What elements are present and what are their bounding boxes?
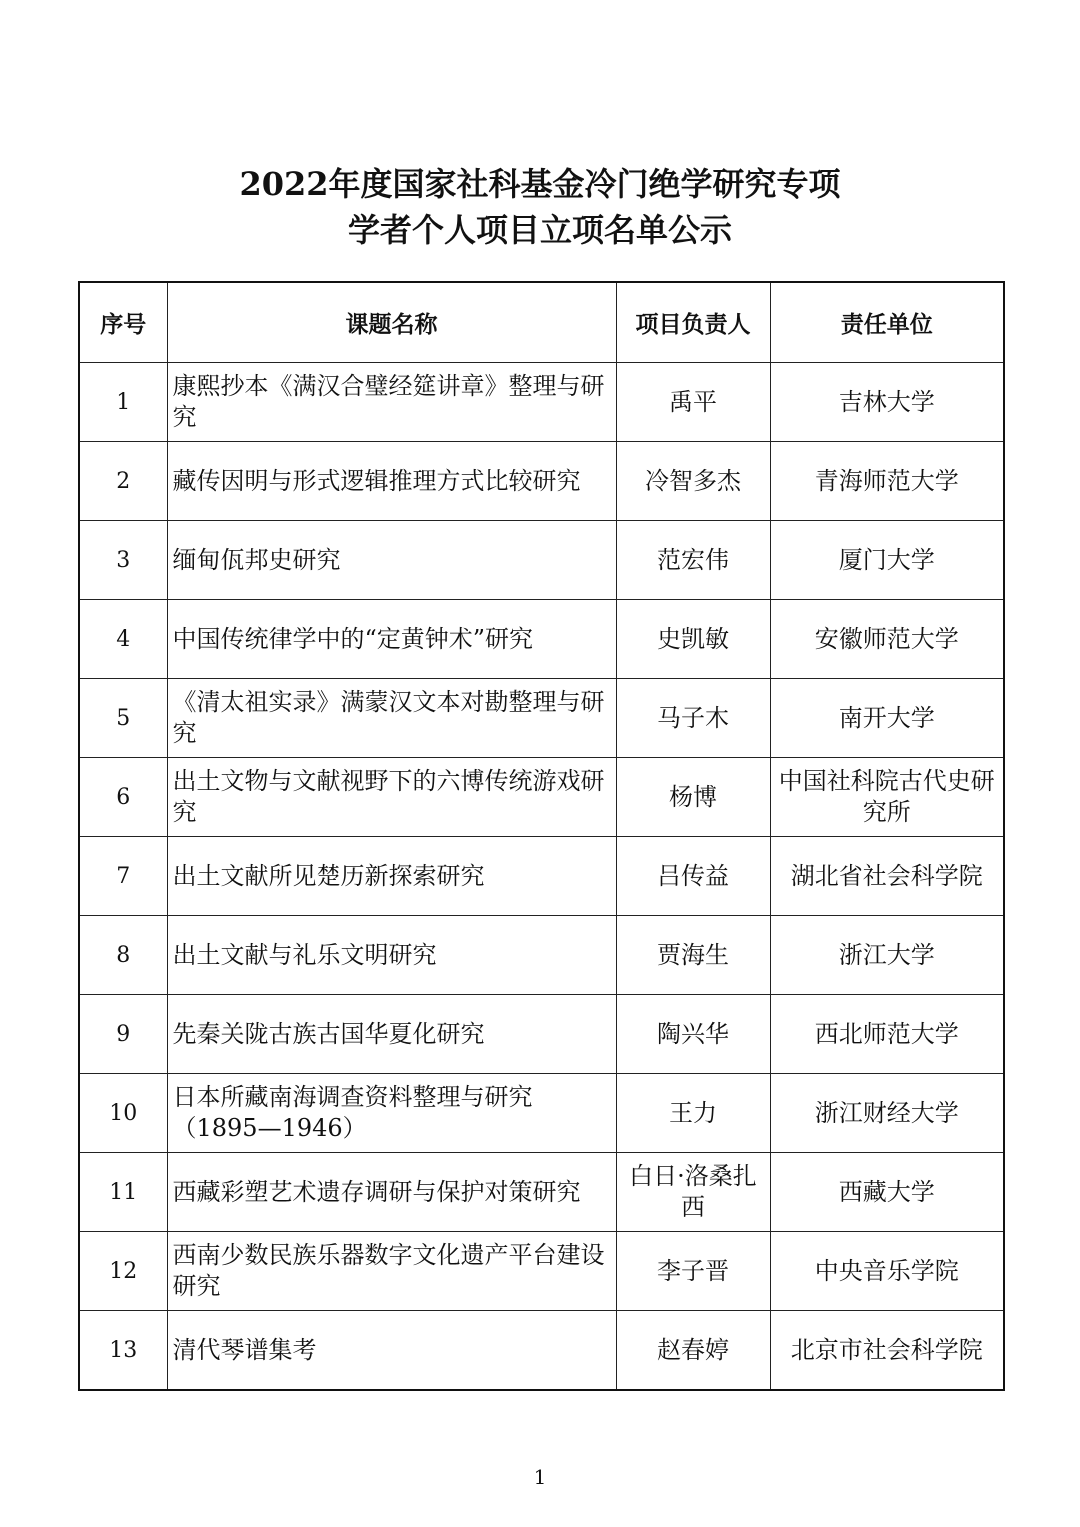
row-number: 4 <box>79 600 167 679</box>
responsible-unit: 浙江大学 <box>770 916 1004 995</box>
project-title: 西藏彩塑艺术遗存调研与保护对策研究 <box>167 1153 616 1232</box>
row-number: 13 <box>79 1311 167 1391</box>
project-leader: 史凯敏 <box>616 600 770 679</box>
table-row <box>79 758 1004 837</box>
table-row <box>79 363 1004 442</box>
project-title: 出土文献所见楚历新探索研究 <box>167 837 616 916</box>
project-title: 先秦关陇古族古国华夏化研究 <box>167 995 616 1074</box>
responsible-unit: 浙江财经大学 <box>770 1074 1004 1153</box>
project-leader: 吕传益 <box>616 837 770 916</box>
responsible-unit: 厦门大学 <box>770 521 1004 600</box>
project-list-table <box>78 281 1005 1391</box>
row-number: 9 <box>79 995 167 1074</box>
responsible-unit: 安徽师范大学 <box>770 600 1004 679</box>
row-number: 12 <box>79 1232 167 1311</box>
project-title: 中国传统律学中的“定黄钟术”研究 <box>167 600 616 679</box>
row-number: 10 <box>79 1074 167 1153</box>
table-row <box>79 442 1004 521</box>
project-leader: 赵春婷 <box>616 1311 770 1391</box>
table-body <box>79 363 1004 1391</box>
header-title: 课题名称 <box>167 282 616 363</box>
responsible-unit: 中央音乐学院 <box>770 1232 1004 1311</box>
document-title-line-1: 2022年度国家社科基金冷门绝学研究专项 <box>239 165 841 203</box>
table-row <box>79 600 1004 679</box>
table-row <box>79 1074 1004 1153</box>
project-title: 《清太祖实录》满蒙汉文本对勘整理与研究 <box>167 679 616 758</box>
row-number: 2 <box>79 442 167 521</box>
row-number: 8 <box>79 916 167 995</box>
row-number: 5 <box>79 679 167 758</box>
header-leader: 项目负责人 <box>616 282 770 363</box>
project-leader: 杨博 <box>616 758 770 837</box>
project-title: 康熙抄本《满汉合璧经筵讲章》整理与研究 <box>167 363 616 442</box>
responsible-unit: 湖北省社会科学院 <box>770 837 1004 916</box>
table-row <box>79 679 1004 758</box>
responsible-unit: 北京市社会科学院 <box>770 1311 1004 1391</box>
project-title: 日本所藏南海调查资料整理与研究（1895—1946） <box>167 1074 616 1153</box>
header-unit: 责任单位 <box>770 282 1004 363</box>
project-leader: 陶兴华 <box>616 995 770 1074</box>
table-row <box>79 1311 1004 1391</box>
responsible-unit: 青海师范大学 <box>770 442 1004 521</box>
table-row <box>79 837 1004 916</box>
project-leader: 禹平 <box>616 363 770 442</box>
project-title: 西南少数民族乐器数字文化遗产平台建设研究 <box>167 1232 616 1311</box>
project-leader: 王力 <box>616 1074 770 1153</box>
table-row <box>79 1232 1004 1311</box>
project-title: 出土文物与文献视野下的六博传统游戏研究 <box>167 758 616 837</box>
table-row <box>79 916 1004 995</box>
project-title: 出土文献与礼乐文明研究 <box>167 916 616 995</box>
row-number: 1 <box>79 363 167 442</box>
header-no: 序号 <box>79 282 167 363</box>
project-leader: 马子木 <box>616 679 770 758</box>
project-title: 藏传因明与形式逻辑推理方式比较研究 <box>167 442 616 521</box>
row-number: 6 <box>79 758 167 837</box>
row-number: 7 <box>79 837 167 916</box>
responsible-unit: 南开大学 <box>770 679 1004 758</box>
table-row <box>79 521 1004 600</box>
table-row <box>79 995 1004 1074</box>
project-leader: 范宏伟 <box>616 521 770 600</box>
project-leader: 贾海生 <box>616 916 770 995</box>
responsible-unit: 西藏大学 <box>770 1153 1004 1232</box>
project-leader: 白日·洛桑扎西 <box>616 1153 770 1232</box>
project-title: 缅甸佤邦史研究 <box>167 521 616 600</box>
document-title-line-2: 学者个人项目立项名单公示 <box>347 211 732 249</box>
project-leader: 冷智多杰 <box>616 442 770 521</box>
project-title: 清代琴谱集考 <box>167 1311 616 1391</box>
responsible-unit: 吉林大学 <box>770 363 1004 442</box>
project-leader: 李子晋 <box>616 1232 770 1311</box>
table-row <box>79 1153 1004 1232</box>
table-header-row <box>79 282 1004 363</box>
page-number: 1 <box>533 1465 547 1489</box>
responsible-unit: 西北师范大学 <box>770 995 1004 1074</box>
row-number: 11 <box>79 1153 167 1232</box>
row-number: 3 <box>79 521 167 600</box>
responsible-unit: 中国社科院古代史研究所 <box>770 758 1004 837</box>
